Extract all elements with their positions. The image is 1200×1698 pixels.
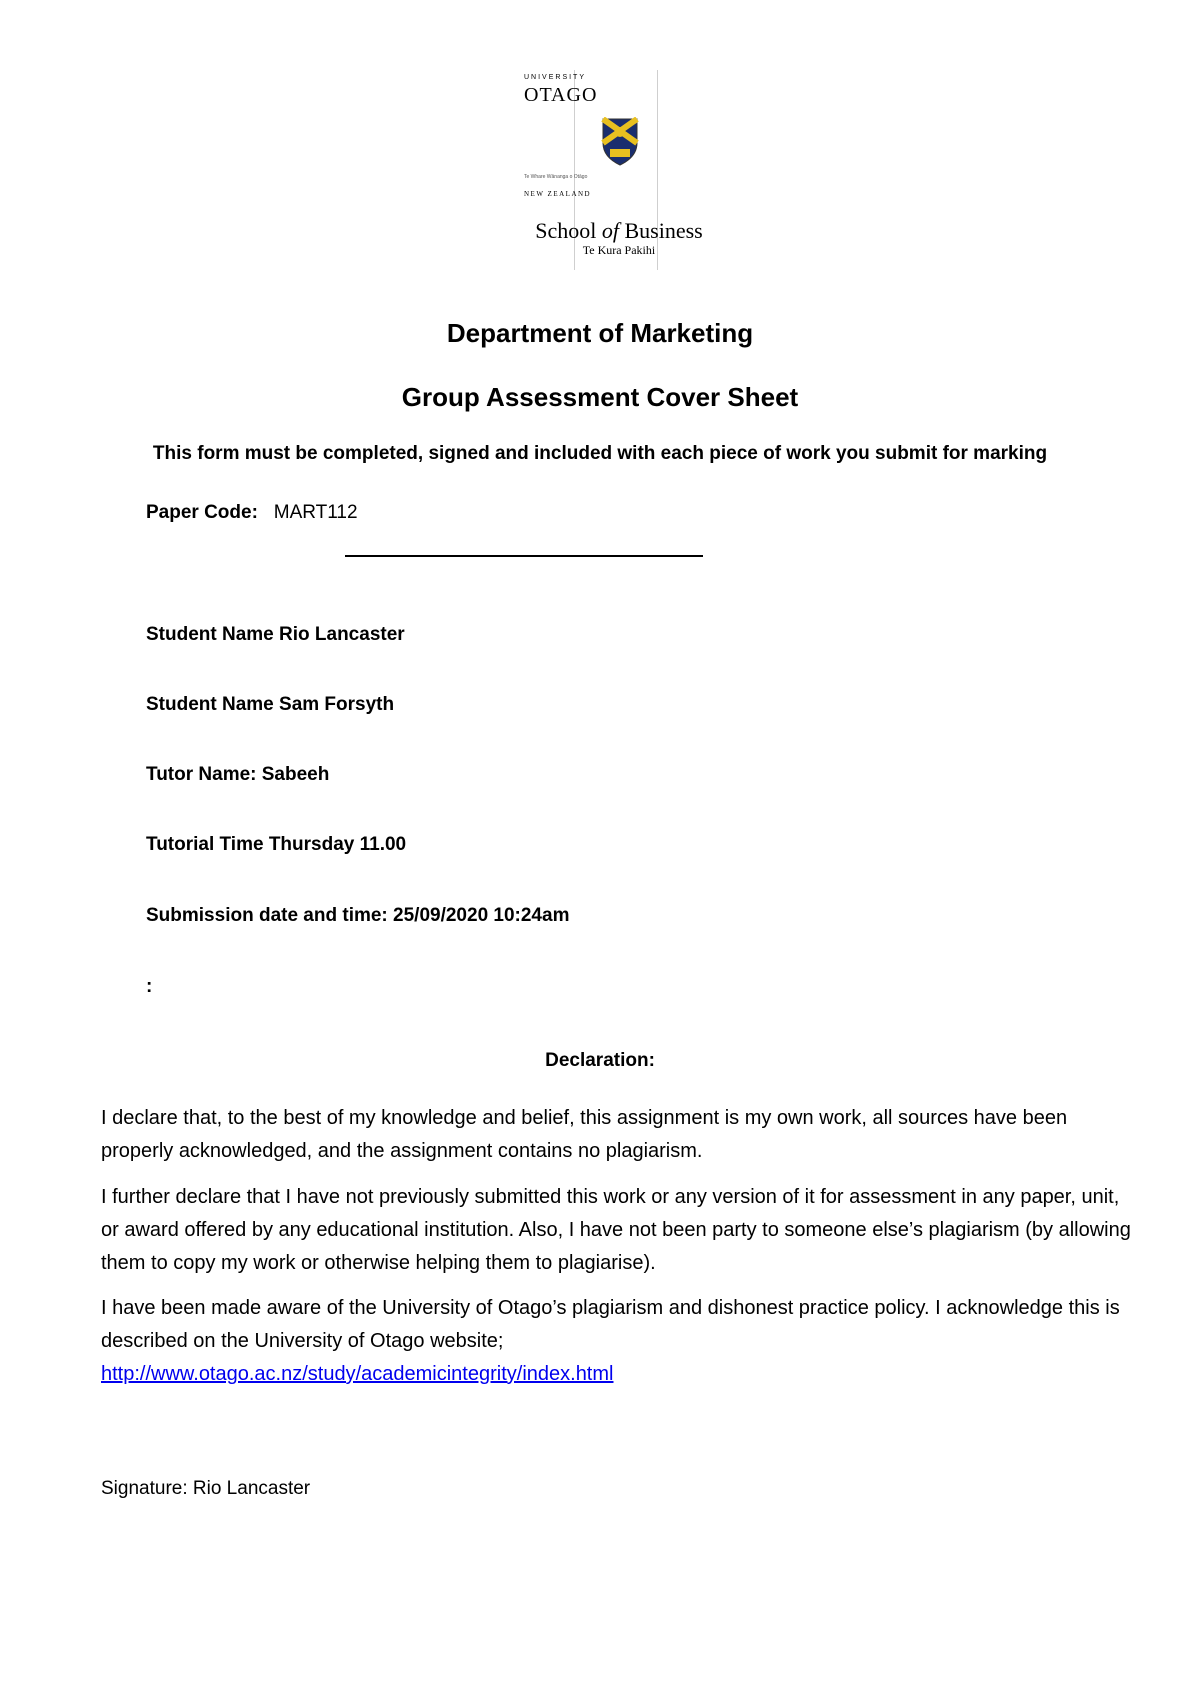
- paper-code-label: Paper Code:: [146, 502, 258, 523]
- school-of-business: [524, 218, 714, 244]
- paper-code-row: [146, 502, 358, 524]
- student-name-2: Student Name Sam Forsyth: [146, 694, 395, 715]
- logo-university-label: UNIVERSITY: [524, 74, 587, 81]
- paper-code-underline: [345, 555, 703, 557]
- declaration-paragraph-2: I further declare that I have not previously submitted this work or any version of it for assessment in any paper, unit, or award offered by any educational institution. Also, I have not been party to someone else’s plagiarism (by allowing them to copy my work or otherwise helping them to plagiarise).: [101, 1186, 1131, 1274]
- declaration-paragraph-1: I declare that, to the best of my knowledge and belief, this assignment is my own work, all sources have been properly acknowledged, and the assignment contains no plagiarism.: [101, 1107, 1068, 1162]
- school-maori-name: Te Kura Pakihi: [582, 243, 656, 257]
- school-of: of: [601, 218, 619, 243]
- declaration-paragraph-3-text: I have been made aware of the University of Otago’s plagiarism and dishonest practice policy. I acknowledge this is described on the University of Otago website;: [101, 1297, 1120, 1352]
- tutor-name: Tutor Name: Sabeeh: [146, 764, 330, 785]
- tutorial-time: Tutorial Time Thursday 11.00: [146, 834, 407, 855]
- logo-otago-wordmark: OTAGO: [524, 84, 598, 106]
- paper-code-value: MART112: [273, 502, 358, 523]
- submission-date: Submission date and time: 25/09/2020 10:24am: [146, 905, 570, 926]
- stray-colon: :: [146, 976, 153, 997]
- logo-country: NEW ZEALAND: [524, 190, 592, 198]
- school-prefix: School: [535, 218, 602, 243]
- school-suffix: Business: [619, 218, 703, 243]
- academic-integrity-link[interactable]: http://www.otago.ac.nz/study/academicintegrity/index.html: [101, 1363, 614, 1385]
- declaration-paragraph-3: [101, 1292, 1131, 1391]
- department-heading: Department of Marketing: [446, 318, 754, 348]
- student-name-1: Student Name Rio Lancaster: [146, 624, 405, 645]
- logo-maori-name: Te Whare Wānanga o Otāgo: [524, 174, 588, 180]
- instruction-text: This form must be completed, signed and included with each piece of work you submit for marking: [152, 443, 1048, 464]
- crest-icon: [601, 117, 639, 169]
- signature: Signature: Rio Lancaster: [101, 1478, 311, 1499]
- declaration-title: Declaration:: [545, 1050, 655, 1071]
- page-title: Group Assessment Cover Sheet: [401, 382, 799, 412]
